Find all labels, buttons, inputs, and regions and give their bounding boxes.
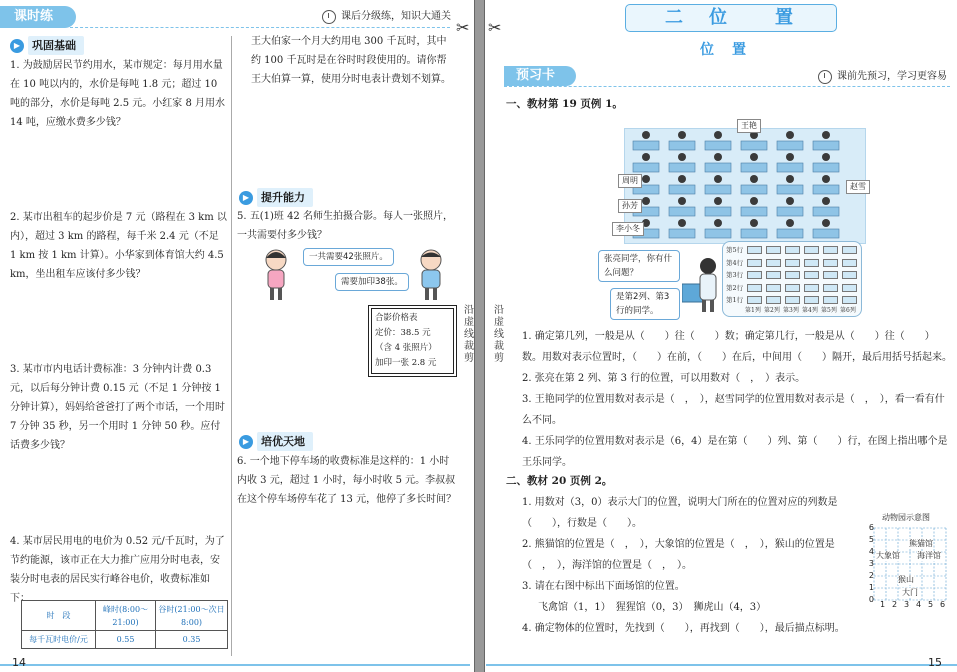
label-li-xiaodong: 李小冬 (612, 222, 644, 236)
table-row-label: 每千瓦时电价/元 (22, 631, 96, 649)
alarm-clock-icon (818, 70, 832, 84)
right-cut-label: 沿虚线裁剪 (491, 304, 503, 364)
left-page-number: 14 (12, 656, 26, 669)
zoo-ocean-hall: 海洋馆 (917, 551, 941, 560)
zoo-x-tick: 2 (892, 600, 898, 609)
map-question-2: 2. 熊猫馆的位置是（ ， ），大象馆的位置是（ ， ），猴山的位置是（ ， ），海洋馆的位置是（ ， ）。 (522, 539, 835, 571)
seat-col-labels (745, 306, 859, 315)
section-improve-label: 提升能力 (257, 188, 313, 207)
preview-card-ribbon (504, 66, 576, 86)
teacher-illustration (682, 254, 720, 314)
right-header-line (504, 86, 950, 87)
preview-question-1: 1. 确定第几列，一般是从（ ）往（ ）数；确定第几行，一般是从（ ）往（ ）数。用数对表示位置时，（ ）在前，（ ）在后，中间用（ ）隔开，最后用括号括起来。 (522, 331, 952, 363)
page-gutter (474, 0, 485, 672)
question-4: 4. 某市居民用电的电价为 0.52 元/千瓦时，为了节约能源，该市正在大力推广应用分时电表，安装分时电表的居民实行峰谷电价，收费标准如下： (10, 536, 225, 604)
zoo-y-tick: 4 (868, 547, 874, 556)
play-icon: ▶ (10, 39, 24, 53)
label-zhao-xue: 赵雪 (846, 180, 870, 194)
zoo-y-tick: 3 (868, 559, 874, 568)
seat-col-label: 第1列 (745, 307, 761, 314)
left-cut-label: 沿虚线裁剪 (461, 304, 473, 364)
zoo-y-tick: 0 (868, 595, 874, 604)
map-question-4: 4. 确定物体的位置时，先找到（ ），再找到（ ），最后描点标明。 (522, 623, 845, 634)
map-question-3-items: 飞禽馆（1，1） 猩猩馆（0，3） 狮虎山（4，3） (538, 602, 767, 613)
girl-illustration (258, 246, 294, 302)
scissors-icon: ✂ (456, 18, 470, 37)
zoo-map-title: 动物园示意图 (882, 513, 930, 522)
seat-row-labels (726, 244, 743, 307)
zoo-x-tick: 6 (940, 600, 946, 609)
seat-col-label: 第3列 (783, 307, 799, 314)
section-excellence-label: 培优天地 (257, 432, 313, 451)
preview-question-3: 3. 王艳同学的位置用数对表示是（ ， ），赵雪同学的位置用数对表示是（ ， ），看一看有什么不同。 (522, 394, 945, 426)
seat-row-label: 第1行 (726, 296, 744, 304)
classroom-illustration (624, 128, 866, 244)
girl-speech-bubble: 一共需要42张照片。 (303, 248, 394, 266)
left-header-line (70, 27, 450, 28)
photo-price-box (371, 308, 454, 374)
preview-question-4: 4. 王乐同学的位置用数对表示是（6，4）是在第（ ）列、第（ ）行，在图上指出哪个是王乐同学。 (522, 436, 948, 468)
table-cell-peak: 0.55 (96, 631, 156, 649)
question-4-continued: 王大伯家一个月大约用电 300 千瓦时，其中约 100 千瓦时是在谷时时段使用的。请你帮王大伯算一算，使用分时电表计费划不划算。 (251, 36, 451, 85)
seat-row-label: 第3行 (726, 271, 744, 279)
price-box-line-2: （含 4 张照片） (375, 343, 437, 353)
seat-col-label: 第2列 (764, 307, 780, 314)
left-header-slogan: 课后分级练，知识大通关 (341, 11, 451, 22)
zoo-x-tick: 5 (928, 600, 934, 609)
zoo-y-tick: 1 (868, 583, 874, 592)
seat-row-label: 第2行 (726, 283, 744, 292)
zoo-monkey-hill: 猴山 (898, 575, 914, 584)
zoo-x-ticks (880, 600, 952, 610)
left-column-divider (231, 36, 232, 656)
zoo-x-tick: 1 (880, 600, 886, 609)
chapter-title-box (625, 4, 837, 32)
right-page-number: 15 (928, 656, 942, 669)
zoo-panda-hall: 熊猫馆 (909, 539, 933, 548)
map-question-3: 3. 请在右图中标出下面场馆的位置。 (522, 581, 685, 592)
lesson-title: 位 置 (700, 42, 748, 58)
seat-col-label: 第4列 (802, 307, 818, 314)
map-question-1: 1. 用数对（3，0）表示大门的位置，说明大门所在的位置对应的列数是（ ），行数是（ ）。 (522, 497, 838, 529)
right-header-slogan-wrap (818, 68, 947, 86)
left-header-title: 课时练 (14, 9, 54, 24)
question-6: 6. 一个地下停车场的收费标准是这样的：1 小时内收 3 元，超过 1 小时，每小时收 5 元。李叔叔在这个停车场停车花了 13 元，他停了多长时间？ (237, 456, 457, 505)
part-1-heading: 一、教材第 19 页例 1。 (506, 98, 623, 110)
table-header-valley: 谷时(21:00～次日 8:00) (156, 601, 228, 631)
zoo-y-tick: 2 (868, 571, 874, 580)
boy-illustration (413, 246, 449, 302)
play-icon: ▶ (239, 435, 253, 449)
preview-question-2: 2. 张亮在第 2 列、第 3 行的位置，可以用数对（ ， ）表示。 (522, 373, 806, 384)
preview-card-title: 预习卡 (516, 68, 556, 83)
seat-col-label: 第6列 (840, 307, 856, 314)
table-header-period: 时 段 (22, 601, 96, 631)
zoo-y-ticks (866, 522, 874, 606)
boy-speech-bubble: 需要加印38张。 (335, 273, 409, 291)
play-icon: ▶ (239, 191, 253, 205)
section-consolidate (10, 36, 84, 55)
section-improve (239, 188, 313, 207)
zoo-x-tick: 4 (916, 600, 922, 609)
question-2: 2. 某市出租车的起步价是 7 元（路程在 3 km 以内），超过 3 km 的路程，每千米 2.4 元（不足 1 km 按 1 km 计算）。小华家到体育馆大约 4.5 km，坐出租车应该付多少钱？ (10, 212, 227, 280)
price-box-title: 合影价格表 (375, 313, 418, 323)
left-footer-line (0, 664, 470, 666)
electricity-price-table (21, 600, 228, 649)
question-5: 5. 五(1)班 42 名师生拍摄合影。每人一张照片，一共需要付多少钱？ (237, 211, 453, 241)
seat-row-label: 第4行 (726, 258, 744, 267)
seat-grid-panel (722, 241, 862, 317)
question-3: 3. 某市市内电话计费标准：3 分钟内计费 0.3 元，以后每分钟计费 0.15 元（不足 1 分钟按 1 分钟计算），妈妈给爸爸打了两个市话，一个用时 7 分钟 35 秒，另一个用时 1 分钟 50 秒。应付话费多少钱？ (10, 364, 225, 451)
price-box-line-3: 加印一张 2.8 元 (375, 358, 437, 368)
label-sun-fang: 孙芳 (618, 199, 642, 213)
part-2-heading: 二、教材 20 页例 2。 (506, 475, 613, 487)
seat-col-label: 第5列 (821, 307, 837, 314)
zoo-gate: 大门 (902, 588, 918, 597)
table-cell-valley: 0.35 (156, 631, 228, 649)
scissors-icon: ✂ (488, 18, 502, 37)
zoo-y-tick: 5 (868, 535, 874, 544)
left-header-ribbon (0, 6, 76, 28)
zoo-x-tick: 3 (904, 600, 910, 609)
label-zhou-ming: 周明 (618, 174, 642, 188)
seat-row-label: 第5行 (726, 246, 744, 254)
price-box-line-1: 定价：38.5 元 (375, 328, 431, 338)
seat-desks (747, 246, 859, 309)
zoo-elephant-hall: 大象馆 (876, 551, 900, 560)
teacher-speech-bubble: 张亮同学，你有什么问题？ (598, 250, 680, 282)
right-header-slogan: 课前先预习，学习更容易 (837, 71, 947, 82)
question-1: 1. 为鼓励居民节约用水，某市规定：每月用水量在 10 吨以内的，水价是每吨 1.8 元；超过 10 吨的部分，水价是每吨 2.5 元。小红家 8 月用水 14 吨，应缴水费多少钱？ (10, 60, 225, 128)
alarm-clock-icon (322, 10, 336, 24)
section-consolidate-label: 巩固基础 (28, 36, 84, 55)
label-wang-yan: 王艳 (737, 119, 761, 133)
table-header-peak: 峰时(8:00～21:00) (96, 601, 156, 631)
zoo-y-tick: 6 (868, 523, 874, 532)
section-excellence (239, 432, 313, 451)
right-footer-line (486, 664, 957, 666)
left-header-slogan-wrap (322, 8, 451, 26)
student-speech-bubble: 是第2列、第3行的同学。 (610, 288, 680, 320)
chapter-title: 二 位 置 (665, 7, 797, 28)
